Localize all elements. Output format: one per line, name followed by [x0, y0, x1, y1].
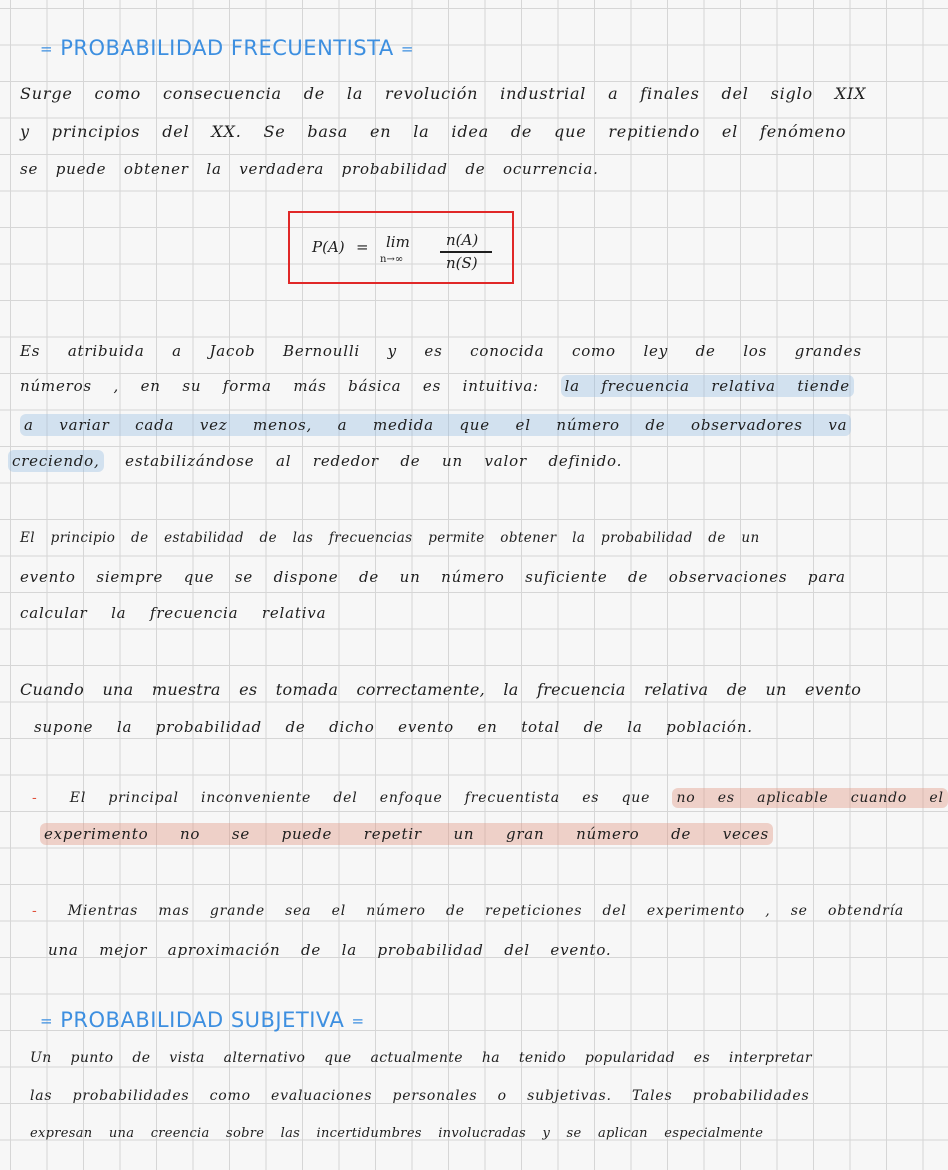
title-text: PROBABILIDAD FRECUENTISTA — [60, 36, 394, 60]
title-marker-left: = — [40, 1012, 54, 1030]
formula-equals: = — [356, 238, 369, 256]
subjetiva-line-3: expresan una creencia sobre las incertidumbres involucradas y se aplican especialmente — [30, 1126, 764, 1141]
highlight-red: no es aplicable cuando el — [672, 788, 947, 808]
sample-line-2: supone la probabilidad de dicho evento en total de la población. — [34, 718, 753, 736]
bernoulli-line-2-plain: números , en su forma más básica es intuitiva: — [20, 377, 539, 395]
bullet-1-line-2 — [40, 825, 773, 843]
formula-lhs: P(A) — [312, 238, 345, 256]
title-marker-right: = — [400, 40, 414, 58]
bernoulli-line-4 — [8, 452, 622, 470]
bullet-1-line-1 — [32, 790, 948, 806]
subjetiva-line-1: Un punto de vista alternativo que actualmente ha tenido popularidad es interpretar — [30, 1050, 813, 1066]
formula-lim: lim — [386, 233, 410, 251]
intro-line-3: se puede obtener la verdadera probabilidad de ocurrencia. — [20, 160, 599, 178]
formula-lim-sub: n→∞ — [380, 254, 404, 265]
bullet-dash: - — [32, 903, 38, 919]
bernoulli-line-4-plain: estabilizándose al rededor de un valor definido. — [125, 452, 623, 470]
stability-line-2: evento siempre que se dispone de un número suficiente de observaciones para — [20, 568, 846, 586]
highlight-blue: la frecuencia relativa tiende — [561, 375, 854, 397]
formula-box — [288, 211, 514, 284]
bernoulli-line-3 — [20, 416, 851, 434]
title-text: PROBABILIDAD SUBJETIVA — [60, 1008, 345, 1032]
section-title-frecuentista — [40, 36, 414, 60]
highlight-blue: creciendo, — [8, 450, 104, 472]
intro-line-1: Surge como consecuencia de la revolución industrial a finales del siglo XIX — [20, 84, 867, 103]
highlight-blue: a variar cada vez menos, a medida que el número de observadores va — [20, 414, 851, 436]
intro-line-2: y principios del XX. Se basa en la idea de que repitiendo el fenómeno — [20, 122, 847, 141]
section-title-subjetiva — [40, 1008, 365, 1032]
title-marker-right: = — [351, 1012, 365, 1030]
bernoulli-line-2 — [20, 377, 854, 395]
highlight-red: experimento no se puede repetir un gran número de veces — [40, 823, 773, 845]
formula-numerator: n(A) — [446, 231, 479, 249]
bullet-2-text: Mientras mas grande sea el número de repeticiones del experimento , se obtendría — [67, 903, 905, 919]
bullet-dash: - — [32, 790, 38, 806]
bullet-1-plain: El principal inconveniente del enfoque frecuentista es que — [69, 790, 651, 806]
formula-denominator: n(S) — [446, 254, 478, 272]
stability-line-1: El principio de estabilidad de las frecuencias permite obtener la probabilidad de un — [20, 530, 760, 546]
stability-line-3: calcular la frecuencia relativa — [20, 604, 327, 622]
subjetiva-line-2: las probabilidades como evaluaciones personales o subjetivas. Tales probabilidades — [30, 1088, 810, 1104]
bullet-2-line-1 — [32, 903, 904, 919]
bullet-2-line-2: una mejor aproximación de la probabilidad del evento. — [48, 941, 612, 959]
sample-line-1: Cuando una muestra es tomada correctamente, la frecuencia relativa de un evento — [20, 680, 862, 699]
title-marker-left: = — [40, 40, 54, 58]
bernoulli-line-1: Es atribuida a Jacob Bernoulli y es conocida como ley de los grandes — [20, 342, 862, 360]
formula-fraction-bar — [440, 251, 492, 253]
